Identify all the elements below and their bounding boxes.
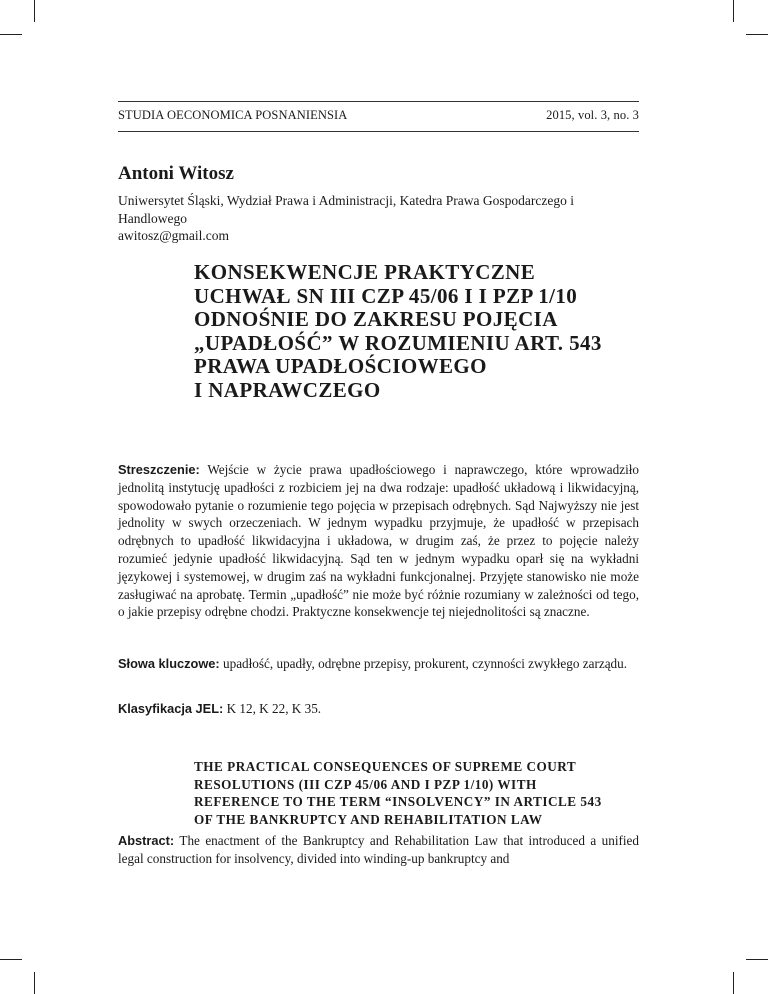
author-email: awitosz@gmail.com	[118, 228, 230, 243]
abstract-pl-label: Streszczenie:	[118, 462, 200, 477]
keywords-label: Słowa kluczowe:	[118, 656, 220, 671]
jel-text: K 12, K 22, K 35.	[226, 701, 322, 716]
crop-mark	[34, 972, 35, 994]
abstract-en	[118, 832, 639, 868]
keywords-text: upadłość, upadły, odrębne przepisy, prokurent, czynności zwykłego zarządu.	[223, 656, 628, 671]
crop-mark	[733, 972, 734, 994]
running-head-bottom-rule	[118, 131, 639, 132]
title-en-line: THE PRACTICAL CONSEQUENCES OF SUPREME COURT	[194, 759, 577, 774]
title-pl-line: UCHWAŁ SN III CZP 45/06 I I PZP 1/10	[194, 283, 578, 308]
crop-mark	[0, 34, 22, 35]
keywords	[118, 655, 639, 673]
abstract-en-text: The enactment of the Bankruptcy and Rehabilitation Law that introduced a unified legal construction for insolvency, divided into winding-up bankruptcy and	[118, 833, 640, 866]
abstract-en-label: Abstract:	[118, 833, 175, 848]
title-pl-line: ODNOŚNIE DO ZAKRESU POJĘCIA	[194, 307, 558, 331]
journal-name: STUDIA OECONOMICA POSNANIENSIA	[118, 108, 348, 122]
article-title-pl	[194, 261, 634, 402]
title-en-line: OF THE BANKRUPTCY AND REHABILITATION LAW	[194, 811, 543, 827]
author-affiliation: Uniwersytet Śląski, Wydział Prawa i Administracji, Katedra Prawa Gospodarczego i Handlowego	[118, 193, 574, 226]
article-title-en	[194, 758, 639, 828]
issue-info: 2015, vol. 3, no. 3	[546, 108, 639, 122]
crop-mark	[34, 0, 35, 22]
title-pl-line: PRAWA UPADŁOŚCIOWEGO	[194, 354, 487, 378]
jel-label: Klasyfikacja JEL:	[118, 701, 224, 716]
jel-classification	[118, 700, 639, 718]
crop-mark	[746, 959, 768, 960]
crop-mark	[746, 34, 768, 35]
title-pl-line: KONSEKWENCJE PRAKTYCZNE	[194, 260, 536, 284]
running-head-top-rule	[118, 101, 639, 102]
crop-mark	[0, 959, 22, 960]
title-pl-line: „UPADŁOŚĆ” W ROZUMIENIU ART. 543	[194, 330, 602, 355]
author-affiliation-block	[118, 192, 643, 245]
abstract-pl-text: Wejście w życie prawa upadłościowego i naprawczego, które wprowadziło jednolitą instytucję upadłości z rozbiciem jej na dwa rodzaje: upadłość układową i likwidacyjną, spowodowało pytanie o rozumienie tego pojęcia w przepisach odrębnych. Sąd Najwyższy nie jest jednolity w swych orzeczeniach. W jednym wypadku przyjmuje, że upadłość w przepisach odrębnych to upadłość likwidacyjna i układowa, w drugim zaś, że przez to pojęcie należy rozumieć jedynie upadłość likwidacyjną. Sąd ten w jednym wypadku oparł się na wykładni językowej i systemowej, w drugim zaś na wykładni funkcjonalnej. Przyjęte stanowisko nie może zasługiwać na aprobatę. Termin „upadłość” nie może być różnie rozumiany w zależności od tego, o jakie przepisy odrębne chodzi. Praktyczne konsekwencje tej niejednolitości są znaczne.	[118, 462, 639, 620]
title-pl-line: I NAPRAWCZEGO	[194, 377, 381, 402]
title-en-line: RESOLUTIONS (III CZP 45/06 AND I PZP 1/10) WITH	[194, 776, 537, 792]
abstract-pl	[118, 461, 639, 621]
crop-mark	[733, 0, 734, 22]
author-name: Antoni Witosz	[118, 163, 234, 184]
title-en-line: REFERENCE TO THE TERM “INSOLVENCY” IN ARTICLE 543	[194, 794, 602, 810]
